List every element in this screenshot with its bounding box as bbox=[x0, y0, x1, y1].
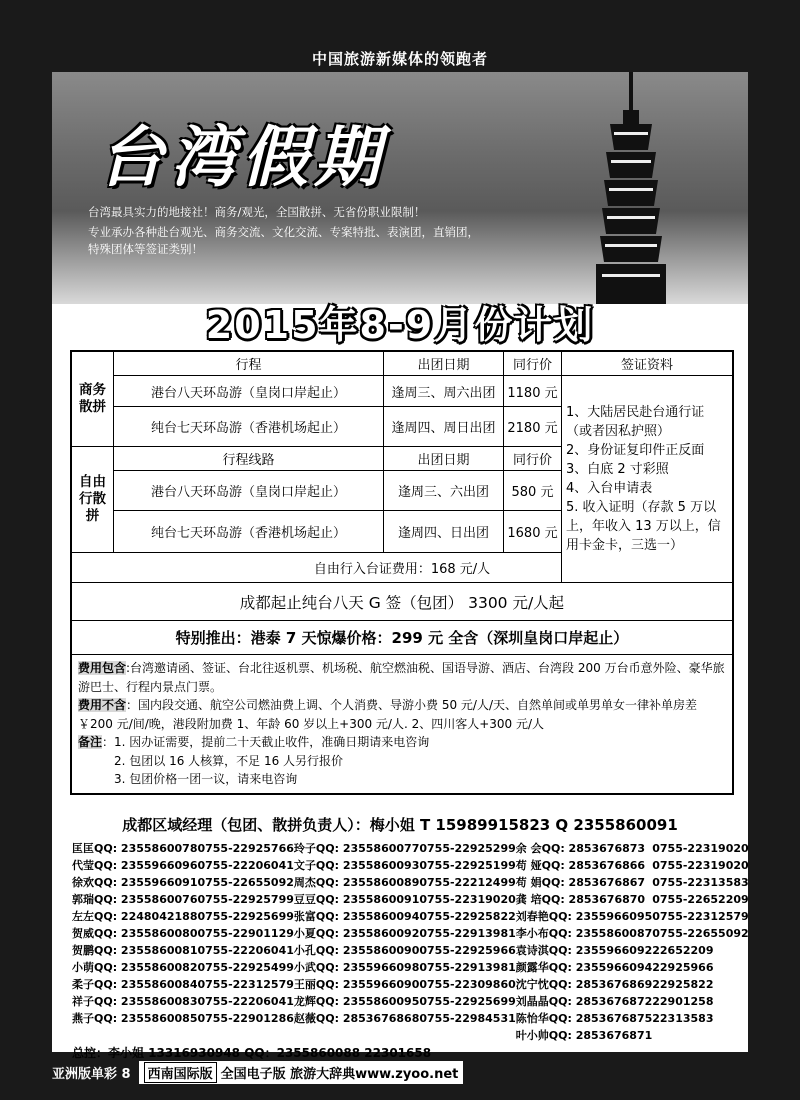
contact-cell bbox=[419, 1027, 515, 1044]
contact-cell: 0755-22925699 bbox=[197, 910, 294, 923]
contact-cell: 豆 bbox=[293, 893, 305, 906]
contact-cell: 燕 bbox=[72, 1012, 83, 1025]
contact-cell: 0755-22984531 bbox=[419, 1012, 516, 1025]
contact-cell: 0755-22212499 bbox=[419, 876, 516, 889]
contact-cell: 0755-22655092 bbox=[652, 927, 749, 940]
header-date: 出团日期 bbox=[384, 447, 504, 471]
contact-cell: 苟 娟QQ: 2853676867 bbox=[515, 876, 646, 889]
contact-cell: 文 bbox=[293, 859, 305, 872]
plan-title: 2015年8-9月份计划 bbox=[205, 303, 595, 347]
contact-cell: 0755-22925199 bbox=[419, 859, 516, 872]
visa-item: 5. 收入证明（存款 5 万以上，年收入 13 万以上，信用卡金卡，三选一） bbox=[566, 500, 721, 553]
contact-cell: 0755-22655092 bbox=[197, 876, 294, 889]
footer-brand-box bbox=[139, 1061, 464, 1084]
remark-label: 备注 bbox=[78, 735, 103, 749]
total-control-contact: 总控：李小姐 13316930948 QQ：2355860088 22301658 bbox=[72, 1046, 432, 1060]
taipei-101-tower-icon bbox=[576, 72, 686, 304]
contact-cell bbox=[305, 1027, 419, 1044]
price-cell: 2180 元 bbox=[504, 407, 562, 447]
header-price: 同行价 bbox=[504, 352, 562, 376]
contact-cell: 0755-22925766 bbox=[197, 842, 294, 855]
contact-cell: 子QQ: 2355860093 bbox=[304, 859, 420, 872]
contact-cell: 沈宁忱QQ: 2853676869 bbox=[515, 978, 653, 991]
contact-row bbox=[72, 857, 749, 874]
contact-cell: 0755-22312579 bbox=[197, 978, 294, 991]
contact-cell: 0755-22901286 bbox=[197, 1012, 294, 1025]
contact-cell: 豆QQ: 2355860091 bbox=[304, 893, 420, 906]
contact-cell: 0755-22319020 bbox=[419, 893, 516, 906]
header-price: 同行价 bbox=[504, 447, 562, 471]
contact-cell: 小 bbox=[72, 961, 83, 974]
contact-cell: 0755-22901129 bbox=[197, 927, 294, 940]
route-cell: 纯台七天环岛游（香港机场起止） bbox=[114, 511, 384, 553]
contact-cell: 柔 bbox=[72, 978, 83, 991]
contact-cell bbox=[197, 1027, 293, 1044]
remark-2: 2. 包团以 16 人核算，不足 16 人另行报价 bbox=[114, 753, 344, 768]
contact-cell: 0755-22925822 bbox=[419, 910, 516, 923]
contact-cell: 0755-22925299 bbox=[419, 842, 516, 855]
contact-cell: 22652209 bbox=[652, 944, 714, 957]
contact-cell: 0755-22206041 bbox=[197, 995, 294, 1008]
contact-cell: 欢QQ: 2355966091 bbox=[83, 876, 198, 889]
contact-cell: 贺 bbox=[72, 927, 83, 940]
contact-cell: 郭 bbox=[72, 893, 83, 906]
visa-item: 4、入台申请表 bbox=[566, 481, 653, 496]
top-slogan: 中国旅游新媒体的领跑者 bbox=[311, 50, 488, 68]
contact-row bbox=[72, 959, 749, 976]
visa-item: 1、大陆居民赴台通行证（或者因私护照） bbox=[566, 405, 705, 439]
fee-notes bbox=[72, 655, 733, 794]
contact-cell: 左 bbox=[72, 910, 83, 923]
contact-cell: 小 bbox=[293, 927, 305, 940]
contact-cell: 杰QQ: 2355860089 bbox=[304, 876, 420, 889]
contact-cell: 22901258 bbox=[652, 995, 714, 1008]
include-text: :台湾邀请函、签证、台北往返机票、机场税、航空燃油税、国语导游、酒店、台湾段 200 万台币意外险、豪华旅游巴士、行程内景点门票。 bbox=[78, 661, 725, 694]
regional-manager: 成都区域经理（包团、散拼负责人）：梅小姐 T 15989915823 Q 2355860091 bbox=[122, 816, 678, 834]
contact-cell: 萌QQ: 2355860082 bbox=[83, 961, 198, 974]
contact-cell: 22925966 bbox=[652, 961, 714, 974]
contact-cell: 颜露华QQ: 2355966094 bbox=[515, 961, 653, 974]
contact-cell: 匡QQ: 2355860078 bbox=[83, 842, 198, 855]
hero-banner bbox=[52, 72, 748, 304]
include-label: 费用包含 bbox=[78, 661, 127, 675]
contact-cell: 龙 bbox=[293, 995, 305, 1008]
hero-title: 台湾假期 bbox=[98, 119, 386, 196]
route-cell: 港台八天环岛游（皇岗口岸起止） bbox=[114, 376, 384, 407]
contact-cell: 张 bbox=[293, 910, 305, 923]
date-cell: 逢周四、日出团 bbox=[384, 511, 504, 553]
exclude-text: ：国内段交通、航空公司燃油费上调、个人消费、导游小费 50 元/人/天、自然单间或单男单女一律补单房差￥200 元/间/晚，港段附加费 1、年龄 60 岁以上+300 元/人. 2、四川客人+300 元/人 bbox=[78, 698, 698, 731]
contact-cell: 0755-22925966 bbox=[419, 944, 516, 957]
contact-cell: 辉QQ: 2355860095 bbox=[304, 995, 420, 1008]
contact-cell: 22313583 bbox=[652, 1012, 714, 1025]
contact-row bbox=[72, 925, 749, 942]
contact-cell: 0755-22652209 bbox=[652, 893, 749, 906]
contact-cell: 小 bbox=[293, 944, 305, 957]
contact-cell: 苟 娅QQ: 2853676866 bbox=[515, 859, 646, 872]
remark-1: ：1. 因办证需要，提前二十天截止收件，准确日期请来电咨询 bbox=[102, 735, 430, 749]
exclude-label: 费用不含 bbox=[78, 698, 127, 712]
visa-requirements bbox=[562, 376, 733, 583]
contact-cell: 祥 bbox=[72, 995, 83, 1008]
contact-cell bbox=[83, 1027, 197, 1044]
contact-cell: 陈怡华QQ: 2853676875 bbox=[515, 1012, 653, 1025]
contact-row bbox=[72, 874, 749, 891]
contact-cell: 0755-22925799 bbox=[197, 893, 294, 906]
contact-cell: 0755-22319020 bbox=[652, 842, 749, 855]
contact-cell: 周 bbox=[293, 876, 305, 889]
contact-cell: 富QQ: 2355860094 bbox=[304, 910, 420, 923]
contact-row bbox=[72, 993, 749, 1010]
contact-cell: 子QQ: 2355860084 bbox=[83, 978, 198, 991]
contact-cell: 0755-22925499 bbox=[197, 961, 294, 974]
date-cell: 逢周三、六出团 bbox=[384, 471, 504, 511]
contact-cell: 薇QQ: 2853676868 bbox=[304, 1012, 420, 1025]
contact-cell: 子QQ: 2355860083 bbox=[83, 995, 198, 1008]
hero-tagline: 台湾最具实力的地接社！商务/观光，全国散拼、无省份职业限制！ bbox=[88, 205, 426, 219]
price-cell: 1680 元 bbox=[504, 511, 562, 553]
contact-row bbox=[72, 908, 749, 925]
contact-cell: 夏QQ: 2355860092 bbox=[304, 927, 420, 940]
free-travel-fee: 自由行入台证费用：168 元/人 bbox=[72, 553, 733, 583]
contact-cell: 0755-22913981 bbox=[419, 961, 516, 974]
remark-3: 3. 包团价格一团一议，请来电咨询 bbox=[114, 772, 298, 786]
contact-cell: 22925822 bbox=[652, 978, 714, 991]
contact-cell: 代 bbox=[72, 859, 83, 872]
visa-item: 3、白底 2 寸彩照 bbox=[566, 462, 669, 477]
contact-cell: 0755-22319020 bbox=[652, 859, 749, 872]
header-route: 行程线路 bbox=[114, 447, 384, 471]
contact-cell bbox=[652, 1027, 748, 1044]
header-route: 行程 bbox=[114, 352, 384, 376]
route-cell: 纯台七天环岛游（香港机场起止） bbox=[114, 407, 384, 447]
visa-item: 2、身份证复印件正反面 bbox=[566, 443, 705, 458]
contact-cell: 0755-22206041 bbox=[197, 944, 294, 957]
contact-cell: 武QQ: 2355966098 bbox=[304, 961, 420, 974]
contact-cell: 0755-22309860 bbox=[419, 978, 516, 991]
date-cell: 逢周四、周日出团 bbox=[384, 407, 504, 447]
contact-cell: 刘晶晶QQ: 2853676872 bbox=[515, 995, 653, 1008]
contact-cell: 贺 bbox=[72, 944, 83, 957]
contact-cell: 莹QQ: 2355966096 bbox=[83, 859, 198, 872]
contact-row bbox=[72, 891, 749, 908]
contact-cell bbox=[72, 1027, 83, 1044]
contact-cell: 鹏QQ: 2355860081 bbox=[83, 944, 198, 957]
contact-row bbox=[72, 1010, 749, 1027]
contact-cell: 李小布QQ: 2355860087 bbox=[515, 927, 653, 940]
contact-cell: 子QQ: 2355860077 bbox=[304, 842, 420, 855]
price-cell: 1180 元 bbox=[504, 376, 562, 407]
contact-cell bbox=[294, 1027, 305, 1044]
chengdu-package: 成都起止纯台八天 G 签（包团） 3300 元/人起 bbox=[72, 583, 733, 621]
contact-cell: 威QQ: 2355860080 bbox=[83, 927, 198, 940]
contact-cell: 王 bbox=[293, 978, 305, 991]
contact-cell: 龚 培QQ: 2853676870 bbox=[515, 893, 646, 906]
page-footer bbox=[52, 1060, 748, 1084]
itinerary-table bbox=[70, 350, 734, 795]
contact-cell: 徐 bbox=[72, 876, 83, 889]
contact-cell: 叶小帅QQ: 2853676871 bbox=[515, 1029, 653, 1042]
contact-cell: 小 bbox=[293, 961, 305, 974]
contact-cell: 0755-22206041 bbox=[197, 859, 294, 872]
group-free-travel-label: 自由行散拼 bbox=[72, 447, 114, 553]
contact-cell: 丽QQ: 2355966090 bbox=[304, 978, 420, 991]
price-cell: 580 元 bbox=[504, 471, 562, 511]
contact-cell: 余 会QQ: 2853676873 bbox=[515, 842, 646, 855]
contact-cell: 孔QQ: 2355860090 bbox=[304, 944, 420, 957]
advert-page bbox=[52, 72, 749, 1060]
contact-row bbox=[72, 976, 749, 993]
header-date: 出团日期 bbox=[384, 352, 504, 376]
hero-description-line2: 特殊团体等签证类别！ bbox=[88, 242, 203, 256]
contact-cell: 0755-22312579 bbox=[652, 910, 749, 923]
contact-cell: 袁诗淇QQ: 2355966092 bbox=[515, 944, 653, 957]
route-cell: 港台八天环岛游（皇岗口岸起止） bbox=[114, 471, 384, 511]
footer-brand: 西南国际版 bbox=[144, 1062, 217, 1083]
footer-page-label: 亚洲版单彩 8 bbox=[52, 1066, 131, 1082]
contact-cell: 0755-22913981 bbox=[419, 927, 516, 940]
footer-website: 全国电子版 旅游大辞典www.zyoo.net bbox=[220, 1066, 459, 1082]
contact-cell: 刘春艳QQ: 2355966095 bbox=[515, 910, 653, 923]
date-cell: 逢周三、周六出团 bbox=[384, 376, 504, 407]
contact-cell: 瑞QQ: 2355860076 bbox=[83, 893, 198, 906]
contact-cell: 玲 bbox=[293, 842, 305, 855]
contact-row bbox=[72, 942, 749, 959]
contact-cell: 左QQ: 2248042188 bbox=[83, 910, 198, 923]
contact-cell: 赵 bbox=[293, 1012, 305, 1025]
header-visa: 签证资料 bbox=[562, 352, 733, 376]
contact-cell: 0755-22925699 bbox=[419, 995, 516, 1008]
special-offer: 特别推出：港泰 7 天惊爆价格：299 元 全含（深圳皇岗口岸起止） bbox=[72, 621, 733, 655]
contact-cell: 子QQ: 2355860085 bbox=[83, 1012, 198, 1025]
hero-description-line1: 专业承办各种赴台观光、商务交流、文化交流、专案特批、表演团，直销团， bbox=[88, 225, 479, 239]
contact-cell: 匡 bbox=[72, 842, 83, 855]
contact-cell: 0755-22313583 bbox=[652, 876, 749, 889]
contact-list bbox=[72, 840, 749, 1062]
group-business-label: 商务散拼 bbox=[72, 352, 114, 447]
table-row bbox=[72, 376, 733, 407]
contact-row bbox=[72, 1027, 749, 1044]
contact-row bbox=[72, 840, 749, 857]
